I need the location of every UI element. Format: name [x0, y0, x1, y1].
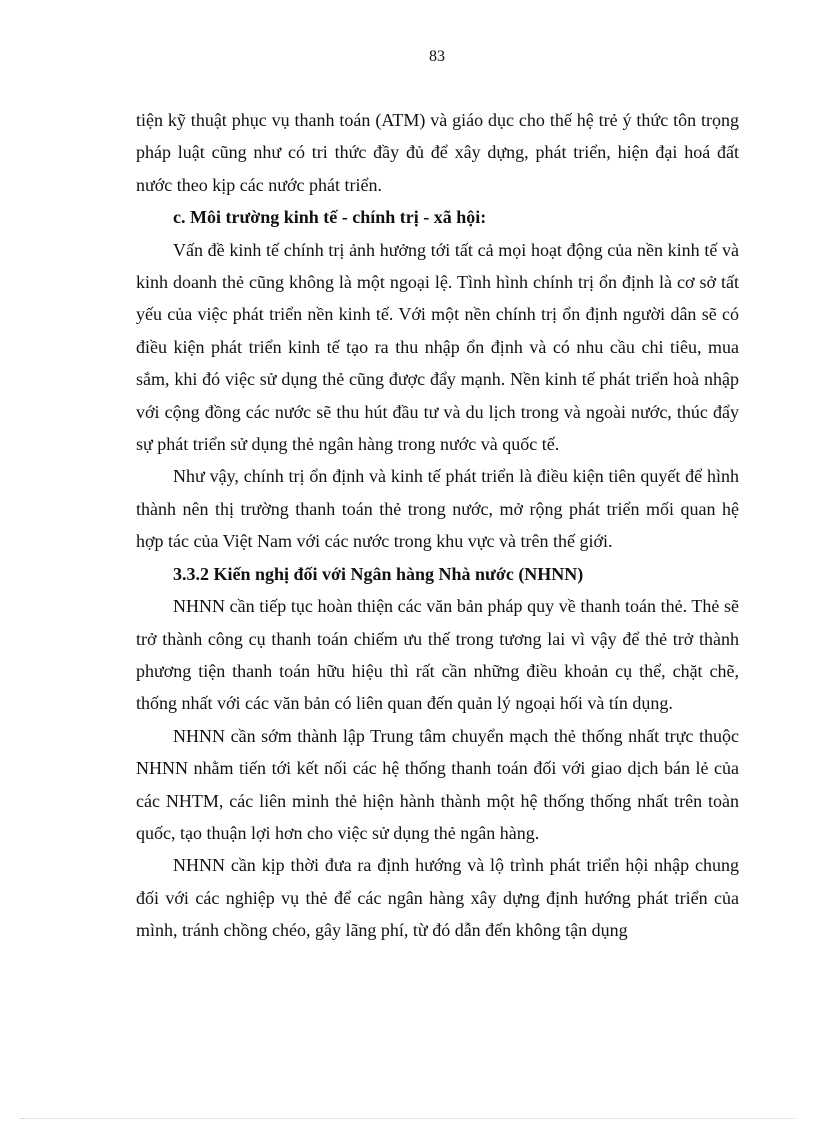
document-body — [136, 104, 739, 947]
paragraph: NHNN cần kịp thời đưa ra định hướng và lộ trình phát triển hội nhập chung đối với các nghiệp vụ thẻ để các ngân hàng xây dựng định hướng phát triển của mình, tránh chồng chéo, gây lãng phí, từ đó dẫn đến không tận dụng — [136, 855, 739, 941]
page-number: 83 — [429, 48, 445, 65]
section-heading-economic-political-social: c. Môi trường kinh tế - chính trị - xã hội: — [173, 207, 487, 228]
page-bottom-divider — [20, 1118, 796, 1119]
paragraph: Vấn đề kinh tế chính trị ảnh hưởng tới tất cả mọi hoạt động của nền kinh tế và kinh doanh thẻ cũng không là một ngoại lệ. Tình hình chính trị ổn định là cơ sở tất yếu của việc phát triển nền kinh tế. Với một nền chính trị ổn định người dân sẽ có điều kiện phát triển kinh tế tạo ra thu nhập ổn định và có nhu cầu chi tiêu, mua sắm, khi đó việc sử dụng thẻ cũng được đẩy mạnh. Nền kinh tế phát triển hoà nhập với cộng đồng các nước sẽ thu hút đầu tư và du lịch trong và ngoài nước, thúc đẩy sự phát triển sử dụng thẻ ngân hàng trong nước và quốc tế. — [136, 239, 739, 455]
section-heading-recommendations-state-bank: 3.3.2 Kiến nghị đối với Ngân hàng Nhà nước (NHNN) — [173, 563, 584, 584]
paragraph: NHNN cần sớm thành lập Trung tâm chuyển mạch thẻ thống nhất trực thuộc NHNN nhằm tiến tới kết nối các hệ thống thanh toán đối với giao dịch bán lẻ của các NHTM, các liên minh thẻ hiện hành thành một hệ thống thống nhất trên toàn quốc, tạo thuận lợi hơn cho việc sử dụng thẻ ngân hàng. — [136, 725, 739, 843]
paragraph-continuation: tiện kỹ thuật phục vụ thanh toán (ATM) và giáo dục cho thế hệ trẻ ý thức tôn trọng pháp luật cũng như có tri thức đầy đủ để xây dựng, phát triển, hiện đại hoá đất nước theo kịp các nước phát triển. — [136, 110, 739, 195]
paragraph: Như vậy, chính trị ổn định và kinh tế phát triển là điều kiện tiên quyết để hình thành nên thị trường thanh toán thẻ trong nước, mở rộng phát triển mối quan hệ hợp tác của Việt Nam với các nước trong khu vực và trên thế giới. — [136, 466, 739, 552]
paragraph: NHNN cần tiếp tục hoàn thiện các văn bản pháp quy về thanh toán thẻ. Thẻ sẽ trở thành công cụ thanh toán chiếm ưu thế trong tương lai vì vậy để thẻ trở thành phương tiện thanh toán hữu hiệu thì rất cần những điều khoản cụ thể, chặt chẽ, thống nhất với các văn bản có liên quan đến quản lý ngoại hối và tín dụng. — [136, 596, 739, 714]
